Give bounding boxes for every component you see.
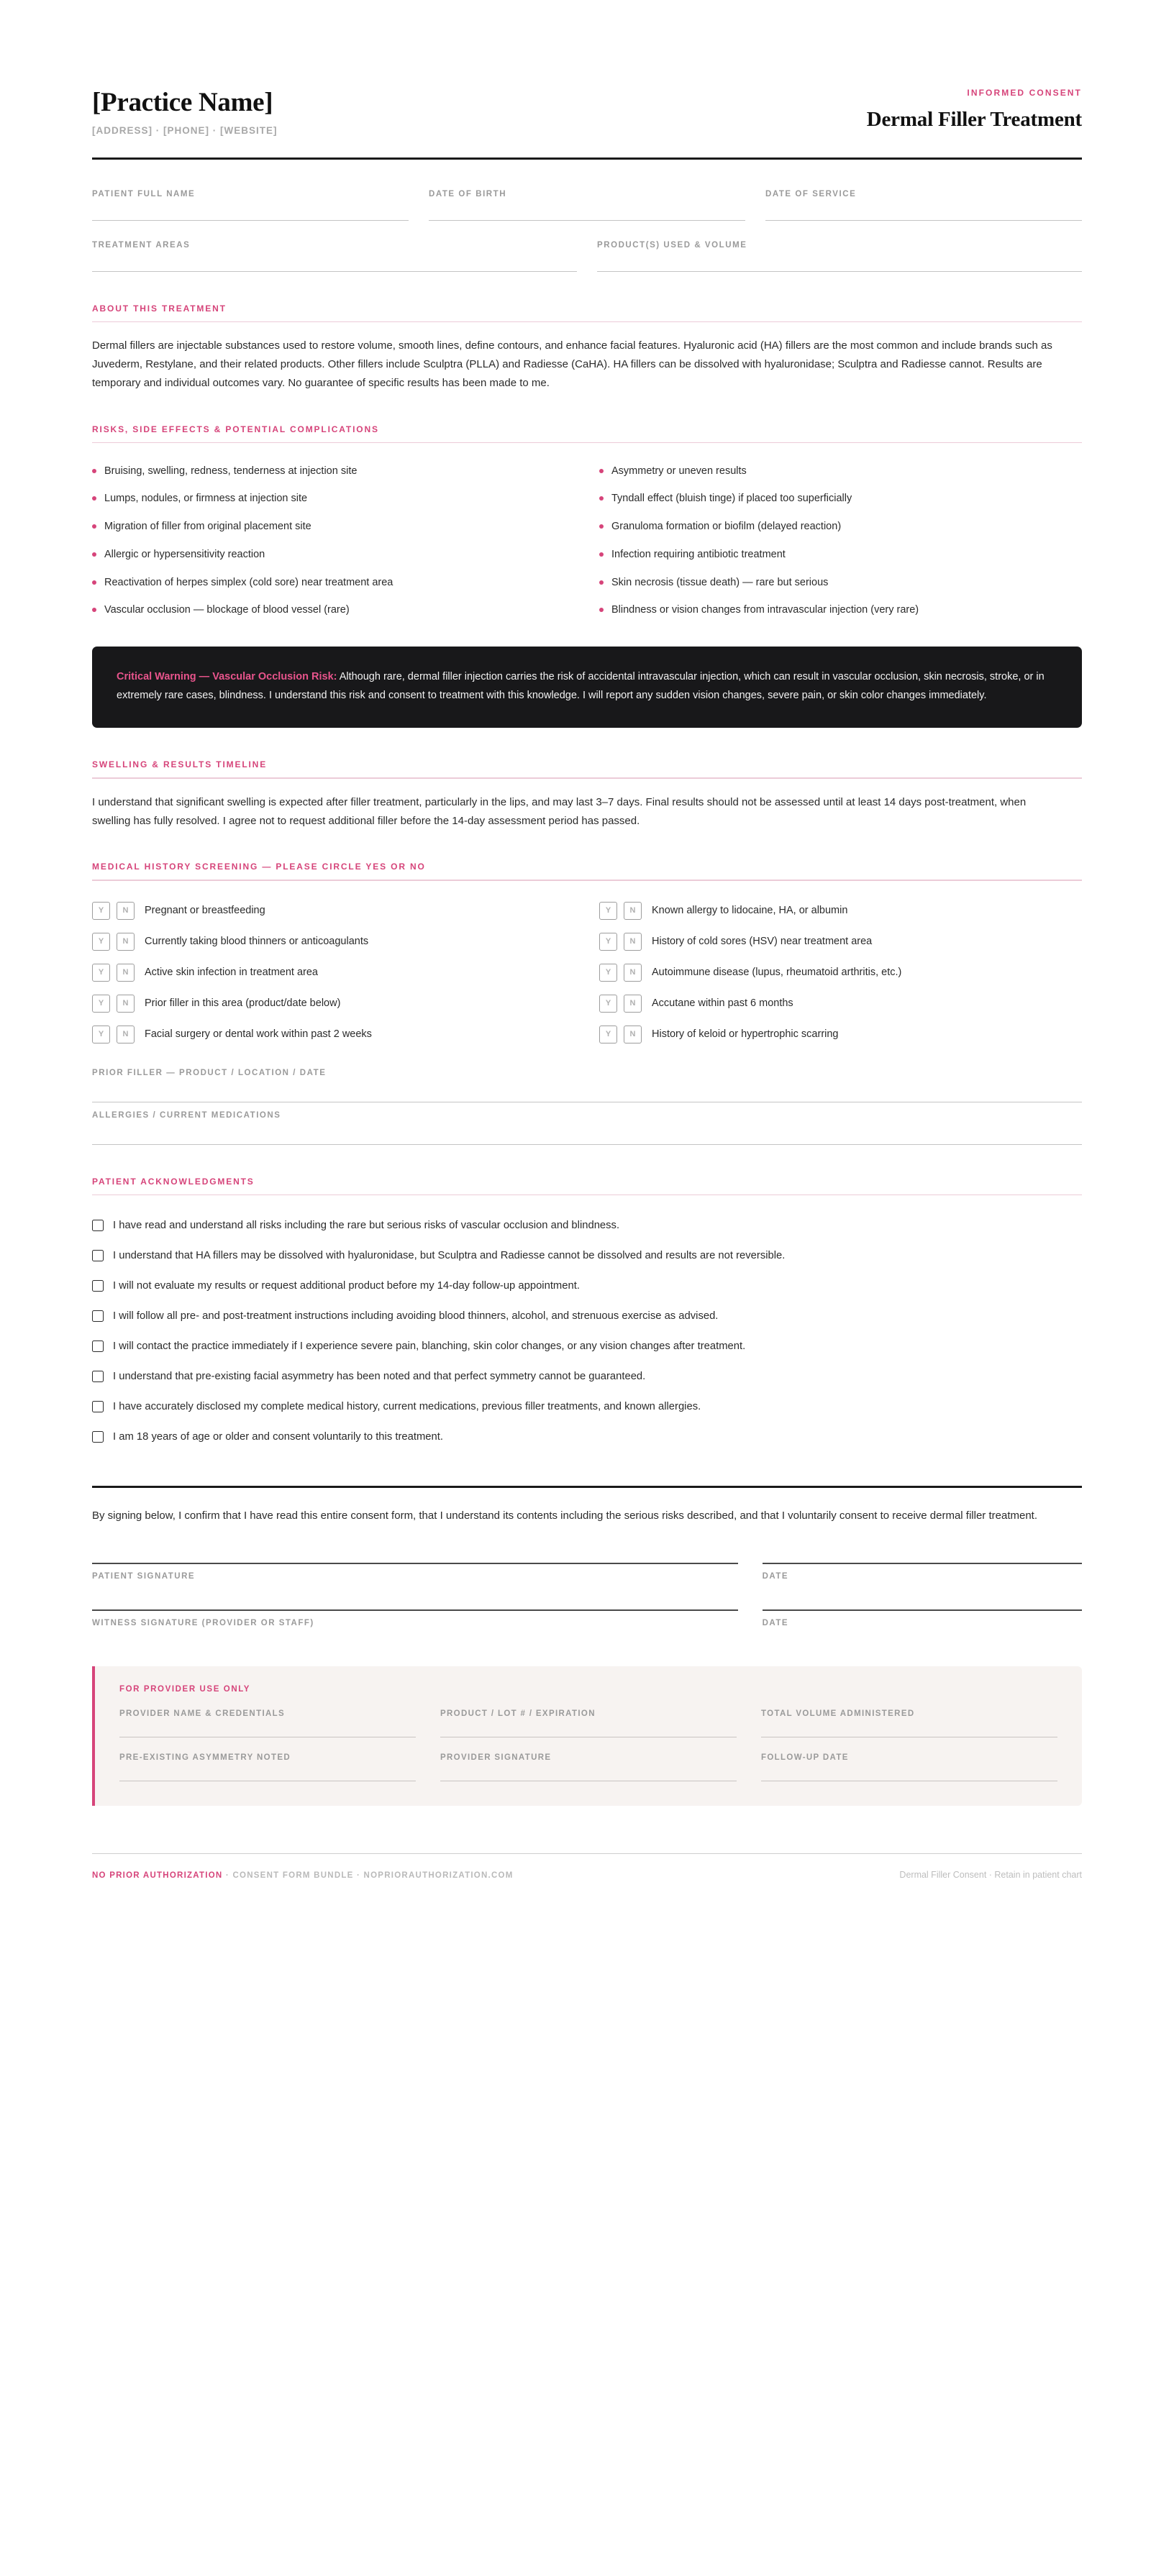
field-pre-existing-asymmetry[interactable] — [119, 1753, 416, 1786]
risk-text: Allergic or hypersensitivity reaction — [104, 548, 265, 560]
signature-grid — [92, 1563, 1082, 1656]
risk-text: Asymmetry or uneven results — [611, 465, 747, 477]
screening-label: History of cold sores (HSV) near treatment area — [652, 936, 873, 948]
bullet-dot-icon — [92, 552, 96, 557]
list-item — [599, 457, 1082, 485]
yes-option-box[interactable]: Y — [92, 995, 110, 1013]
checkbox-icon[interactable] — [92, 1431, 104, 1443]
practice-name: [Practice Name] — [92, 88, 273, 117]
risk-text: Granuloma formation or biofilm (delayed reaction) — [611, 521, 842, 533]
swelling-body: I understand that significant swelling is expected after filler treatment, particularly in the lips, and may last 3–7 days. Final results should not be assessed until at least 14 days post-treatment, when swelling has fully resolved. I agree not to request additional filler before the 14-day assessment period has passed. — [92, 795, 1027, 827]
bullet-dot-icon — [599, 580, 604, 585]
list-item[interactable] — [92, 1362, 1082, 1392]
acknowledgment-list — [92, 1211, 1082, 1453]
acknowledgment-text: I understand that pre-existing facial asymmetry has been noted and that perfect symmetry cannot be guaranteed. — [113, 1371, 646, 1383]
checkbox-icon[interactable] — [92, 1220, 104, 1231]
list-item — [599, 485, 1082, 513]
list-item[interactable] — [92, 1241, 1082, 1271]
list-item — [599, 597, 1082, 625]
signature-label: WITNESS SIGNATURE (PROVIDER OR STAFF) — [92, 1618, 314, 1627]
section-rule — [92, 1195, 1082, 1196]
field-follow-up-date[interactable] — [761, 1753, 1057, 1786]
bullet-dot-icon — [599, 524, 604, 529]
consent-statement: By signing below, I confirm that I have read this entire consent form, that I understand its contents including the serious risks described, and that I voluntarily consent to receive dermal filler treatment. — [92, 1509, 1038, 1522]
risk-text: Lumps, nodules, or firmness at injection site — [104, 493, 308, 505]
list-item — [92, 569, 575, 597]
screening-row — [92, 957, 575, 988]
acknowledgment-text: I will follow all pre- and post-treatment instructions including avoiding blood thinners, alcohol, and strenuous exercise as advised. — [113, 1310, 719, 1323]
yes-option-box[interactable]: Y — [599, 995, 617, 1013]
bullet-dot-icon — [92, 524, 96, 529]
yes-option-box[interactable]: Y — [92, 933, 110, 951]
consent-kicker: INFORMED CONSENT — [967, 88, 1082, 98]
signature-line — [92, 1563, 738, 1564]
section-rule — [92, 880, 1082, 881]
footer-brand-name: NO PRIOR AUTHORIZATION — [92, 1871, 223, 1881]
practice-contact-meta: [ADDRESS] · [PHONE] · [WEBSITE] — [92, 124, 278, 136]
list-item — [92, 541, 575, 569]
screening-label: Accutane within past 6 months — [652, 997, 793, 1010]
header-divider — [92, 157, 1082, 160]
screening-grid — [92, 895, 1082, 1050]
section-rule — [92, 442, 1082, 444]
acknowledgment-text: I have read and understand all risks including the rare but serious risks of vascular occlusion and blindness. — [113, 1220, 620, 1232]
risk-text: Infection requiring antibiotic treatment — [611, 548, 786, 560]
warning-lead-label: Critical Warning — Vascular Occlusion Risk: — [117, 670, 337, 682]
checkbox-icon[interactable] — [92, 1250, 104, 1261]
list-item[interactable] — [92, 1211, 1082, 1241]
field-patient-full-name[interactable] — [92, 181, 409, 221]
risks-column-left — [92, 457, 575, 625]
screening-row — [92, 926, 575, 957]
yes-option-box[interactable]: Y — [92, 902, 110, 920]
screening-label: Known allergy to lidocaine, HA, or albumin — [652, 905, 848, 917]
risk-text: Migration of filler from original placement site — [104, 521, 311, 533]
screening-row — [599, 895, 1082, 926]
list-item[interactable] — [92, 1271, 1082, 1302]
no-option-box[interactable]: N — [624, 964, 642, 982]
provider-use-only-box — [92, 1666, 1082, 1806]
no-option-box[interactable]: N — [624, 995, 642, 1013]
field-product-lot-expiration[interactable] — [440, 1709, 737, 1737]
provider-fields-grid — [119, 1709, 1057, 1786]
list-item — [599, 541, 1082, 569]
risk-text: Vascular occlusion — blockage of blood vessel (rare) — [104, 604, 350, 616]
warning-body-text: Although rare, dermal filler injection carries the risk of accidental intravascular injection, which can result in vascular occlusion, skin necrosis, stroke, or in extremely rare cases, blindness. I understand this risk and consent to treatment with this knowledge. I will report any sudden vision changes, severe pain, or skin color changes immediately. — [117, 670, 1045, 701]
section-rule — [92, 321, 1082, 323]
signature-line — [92, 1609, 738, 1611]
checkbox-icon[interactable] — [92, 1371, 104, 1382]
section-heading-screening: MEDICAL HISTORY SCREENING — PLEASE CIRCLE YES OR NO — [92, 862, 426, 872]
field-label: TREATMENT AREAS — [92, 240, 191, 250]
no-option-box[interactable]: N — [117, 964, 135, 982]
bullet-dot-icon — [92, 580, 96, 585]
screening-label: Active skin infection in treatment area — [145, 967, 318, 979]
bullet-dot-icon — [599, 608, 604, 612]
about-treatment-body: Dermal fillers are injectable substances used to restore volume, smooth lines, define contours, and enhance facial features. Hyaluronic acid (HA) fillers are the most common and include brands such as Juvederm, Restylane, and their related products. Other fillers include Sculptra (PLLA) and Radiesse (CaHA). HA fillers can be dissolved with hyaluronidase; Sculptra and Radiesse cannot. Results are temporary and individual outcomes vary. No guarantee of specific results has been made to me. — [92, 339, 1052, 389]
screening-column-left — [92, 895, 575, 1050]
risks-column-right — [599, 457, 1082, 625]
screening-row — [599, 1019, 1082, 1050]
acknowledgment-text: I will contact the practice immediately if I experience severe pain, blanching, skin color changes, or any vision changes after treatment. — [113, 1340, 746, 1353]
yes-option-box[interactable]: Y — [92, 964, 110, 982]
screening-label: Prior filler in this area (product/date below) — [145, 997, 341, 1010]
no-option-box[interactable]: N — [117, 933, 135, 951]
document-title-block — [867, 85, 1082, 132]
footer-right-text: Dermal Filler Consent · Retain in patient chart — [899, 1870, 1082, 1881]
field-total-volume-administered[interactable] — [761, 1709, 1057, 1737]
section-heading-about: ABOUT THIS TREATMENT — [92, 303, 227, 314]
checkbox-icon[interactable] — [92, 1280, 104, 1292]
list-item — [599, 569, 1082, 597]
section-medical-history-screening — [92, 862, 1082, 1145]
field-label: PRODUCT(S) USED & VOLUME — [597, 240, 747, 250]
field-witness-signature-date[interactable] — [763, 1609, 1082, 1627]
risk-text: Tyndall effect (bluish tinge) if placed too superficially — [611, 493, 852, 505]
yes-option-box[interactable]: Y — [599, 964, 617, 982]
yes-option-box[interactable]: Y — [599, 1026, 617, 1043]
bullet-dot-icon — [599, 552, 604, 557]
screening-row — [92, 988, 575, 1019]
practice-brand-block — [92, 85, 278, 136]
acknowledgment-text: I am 18 years of age or older and consent voluntarily to this treatment. — [113, 1431, 443, 1443]
field-provider-name-credentials[interactable] — [119, 1709, 416, 1737]
signature-label: PATIENT SIGNATURE — [92, 1571, 196, 1581]
list-item — [92, 597, 575, 625]
risk-text: Blindness or vision changes from intravascular injection (very rare) — [611, 604, 919, 616]
section-heading-acknowledgments: PATIENT ACKNOWLEDGMENTS — [92, 1176, 255, 1187]
patient-fields-row-1 — [92, 181, 1082, 221]
field-label: DATE OF SERVICE — [765, 189, 857, 198]
screening-row — [599, 957, 1082, 988]
provider-box-heading: FOR PROVIDER USE ONLY — [119, 1684, 251, 1694]
field-label: PROVIDER SIGNATURE — [440, 1753, 552, 1762]
bullet-dot-icon — [599, 496, 604, 501]
risk-text: Bruising, swelling, redness, tenderness at injection site — [104, 465, 358, 477]
field-treatment-areas[interactable] — [92, 232, 577, 272]
field-patient-signature-date[interactable] — [763, 1563, 1082, 1581]
risk-text: Skin necrosis (tissue death) — rare but serious — [611, 576, 829, 588]
screening-label: Currently taking blood thinners or anticoagulants — [145, 936, 369, 948]
no-option-box[interactable]: N — [624, 933, 642, 951]
list-item — [599, 513, 1082, 542]
page-title: Dermal Filler Treatment — [866, 108, 1082, 131]
screening-row — [599, 926, 1082, 957]
field-date-of-birth[interactable] — [429, 181, 745, 221]
risks-bullet-columns — [92, 457, 1082, 625]
screening-row — [92, 1019, 575, 1050]
field-witness-signature[interactable] — [92, 1609, 738, 1627]
field-label: PRE-EXISTING ASYMMETRY NOTED — [119, 1753, 291, 1762]
field-label: ALLERGIES / CURRENT MEDICATIONS — [92, 1110, 281, 1120]
yes-option-box[interactable]: Y — [599, 933, 617, 951]
field-label: PRIOR FILLER — PRODUCT / LOCATION / DATE — [92, 1068, 327, 1077]
screening-label: Pregnant or breastfeeding — [145, 905, 265, 917]
footer-left-rest: · CONSENT FORM BUNDLE · NOPRIORAUTHORIZATION.COM — [222, 1871, 514, 1881]
field-prior-filler-details[interactable] — [92, 1060, 1082, 1102]
field-allergies-medications[interactable] — [92, 1102, 1082, 1145]
field-label: PROVIDER NAME & CREDENTIALS — [119, 1709, 286, 1718]
screening-label: Facial surgery or dental work within past 2 weeks — [145, 1028, 372, 1041]
bullet-dot-icon — [92, 608, 96, 612]
checkbox-icon[interactable] — [92, 1401, 104, 1412]
field-provider-signature[interactable] — [440, 1753, 737, 1786]
section-about-treatment — [92, 303, 1082, 393]
document-header — [92, 85, 1082, 157]
list-item[interactable] — [92, 1302, 1082, 1332]
section-heading-swelling: SWELLING & RESULTS TIMELINE — [92, 759, 268, 770]
checkbox-icon[interactable] — [92, 1340, 104, 1352]
warning-paragraph — [117, 668, 1057, 705]
critical-warning-callout — [92, 647, 1082, 729]
signature-line — [763, 1563, 1082, 1564]
field-label: PRODUCT / LOT # / EXPIRATION — [440, 1709, 596, 1718]
field-label: DATE OF BIRTH — [429, 189, 507, 198]
acknowledgment-text: I understand that HA fillers may be dissolved with hyaluronidase, but Sculptra and Radiesse cannot be dissolved and results are not reversible. — [113, 1250, 786, 1262]
list-item — [92, 485, 575, 513]
section-patient-acknowledgments — [92, 1177, 1082, 1453]
section-rule — [92, 777, 1082, 779]
risk-text: Reactivation of herpes simplex (cold sore) near treatment area — [104, 576, 393, 588]
field-label: FOLLOW-UP DATE — [761, 1753, 849, 1762]
signature-divider — [92, 1486, 1082, 1488]
field-products-used-volume[interactable] — [597, 232, 1082, 272]
section-swelling-timeline — [92, 759, 1082, 830]
screening-label: Autoimmune disease (lupus, rheumatoid arthritis, etc.) — [652, 967, 902, 979]
screening-label: History of keloid or hypertrophic scarring — [652, 1028, 839, 1041]
section-heading-risks: RISKS, SIDE EFFECTS & POTENTIAL COMPLICATIONS — [92, 424, 379, 434]
no-option-box[interactable]: N — [117, 995, 135, 1013]
list-item[interactable] — [92, 1332, 1082, 1362]
list-item — [92, 513, 575, 542]
signature-label: DATE — [762, 1571, 789, 1581]
yes-option-box[interactable]: Y — [92, 1026, 110, 1043]
acknowledgment-text: I will not evaluate my results or request additional product before my 14-day follow-up appointment. — [113, 1280, 580, 1292]
no-option-box[interactable]: N — [624, 902, 642, 920]
bullet-dot-icon — [599, 469, 604, 473]
document-footer — [92, 1870, 1082, 1880]
field-label: TOTAL VOLUME ADMINISTERED — [761, 1709, 915, 1718]
no-option-box[interactable]: N — [117, 902, 135, 920]
screening-row — [92, 895, 575, 926]
field-label: PATIENT FULL NAME — [92, 189, 196, 198]
signature-label: DATE — [762, 1618, 789, 1627]
no-option-box[interactable]: N — [117, 1026, 135, 1043]
bullet-dot-icon — [92, 496, 96, 501]
yes-option-box[interactable]: Y — [599, 902, 617, 920]
acknowledgment-text: I have accurately disclosed my complete medical history, current medications, previous filler treatments, and known allergies. — [113, 1401, 701, 1413]
no-option-box[interactable]: N — [624, 1026, 642, 1043]
signature-line — [763, 1609, 1082, 1611]
patient-fields-row-2 — [92, 232, 1082, 272]
footer-divider — [92, 1853, 1082, 1855]
screening-row — [599, 988, 1082, 1019]
footer-left-text — [92, 1871, 514, 1880]
screening-column-right — [599, 895, 1082, 1050]
list-item[interactable] — [92, 1422, 1082, 1453]
field-date-of-service[interactable] — [765, 181, 1082, 221]
checkbox-icon[interactable] — [92, 1310, 104, 1322]
field-patient-signature[interactable] — [92, 1563, 738, 1581]
section-risks — [92, 424, 1082, 625]
list-item — [92, 457, 575, 485]
bullet-dot-icon — [92, 469, 96, 473]
list-item[interactable] — [92, 1392, 1082, 1422]
